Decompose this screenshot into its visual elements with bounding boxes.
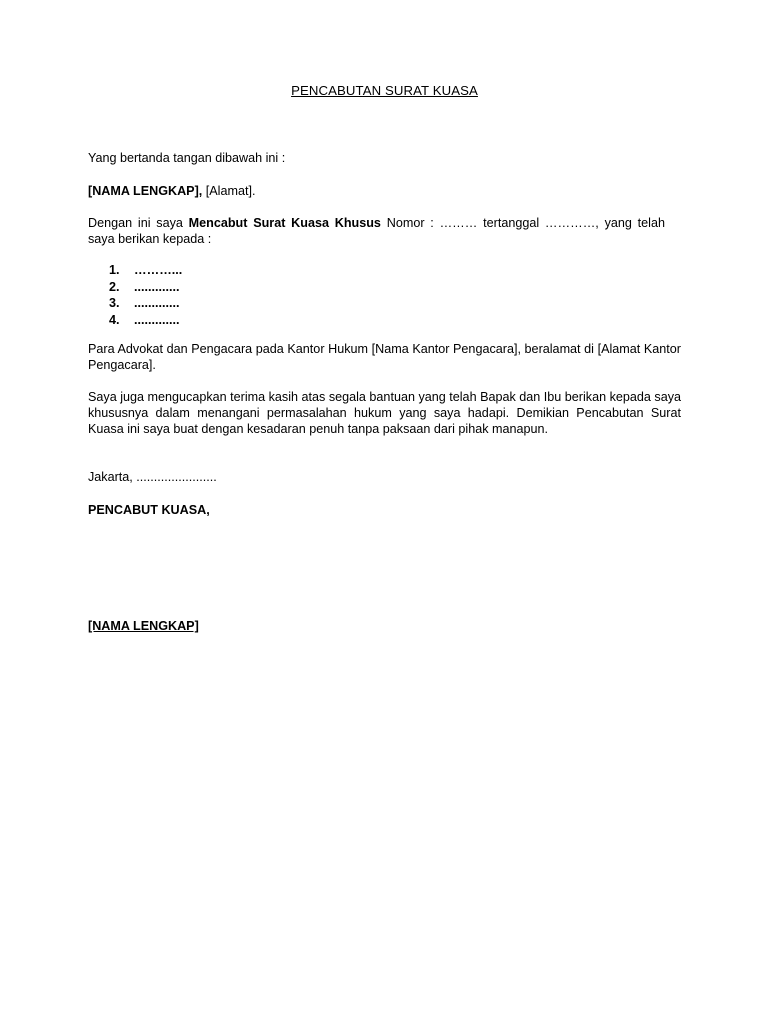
- signer-name: [NAMA LENGKAP]: [88, 619, 199, 633]
- revocation-suffix: Nomor : ……… tertanggal …………, yang telah saya berikan kepada :: [88, 216, 665, 246]
- list-number: 3.: [109, 296, 120, 311]
- name-placeholder: [NAMA LENGKAP],: [88, 184, 203, 198]
- list-text: .............: [134, 312, 180, 327]
- document-title: PENCABUTAN SURAT KUASA: [291, 83, 478, 98]
- intro-text: Yang bertanda tangan dibawah ini :: [88, 151, 286, 165]
- list-text: .............: [134, 279, 180, 294]
- revocation-paragraph: [88, 215, 665, 247]
- revocation-prefix: Dengan ini saya: [88, 216, 189, 230]
- list-number: 2.: [109, 279, 120, 294]
- list-text: ………...: [134, 263, 183, 277]
- recipient-list: [88, 262, 388, 328]
- list-item: [88, 262, 388, 279]
- address-placeholder: [Alamat].: [202, 184, 256, 198]
- revocation-bold: Mencabut Surat Kuasa Khusus: [188, 216, 381, 230]
- list-item: [88, 295, 388, 312]
- list-item: [88, 279, 388, 296]
- thanks-paragraph: Saya juga mengucapkan terima kasih atas segala bantuan yang telah Bapak dan Ibu berikan kepada saya khususnya dalam menangani permasalahan hukum yang saya hadapi. Demikian Pencabutan Surat Kuasa ini saya buat dengan kesadaran penuh tanpa paksaan dari pihak manapun.: [88, 390, 682, 436]
- advocates-paragraph: Para Advokat dan Pengacara pada Kantor Hukum [Nama Kantor Pengacara], beralamat di [Alamat Kantor Pengacara].: [88, 342, 681, 372]
- list-item: [88, 312, 388, 329]
- name-line: [88, 183, 681, 199]
- list-number: 1.: [109, 263, 120, 277]
- place-date: Jakarta, .......................: [88, 470, 217, 484]
- signer-role: PENCABUT KUASA,: [88, 503, 210, 517]
- list-number: 4.: [109, 312, 120, 327]
- list-text: .............: [134, 296, 180, 311]
